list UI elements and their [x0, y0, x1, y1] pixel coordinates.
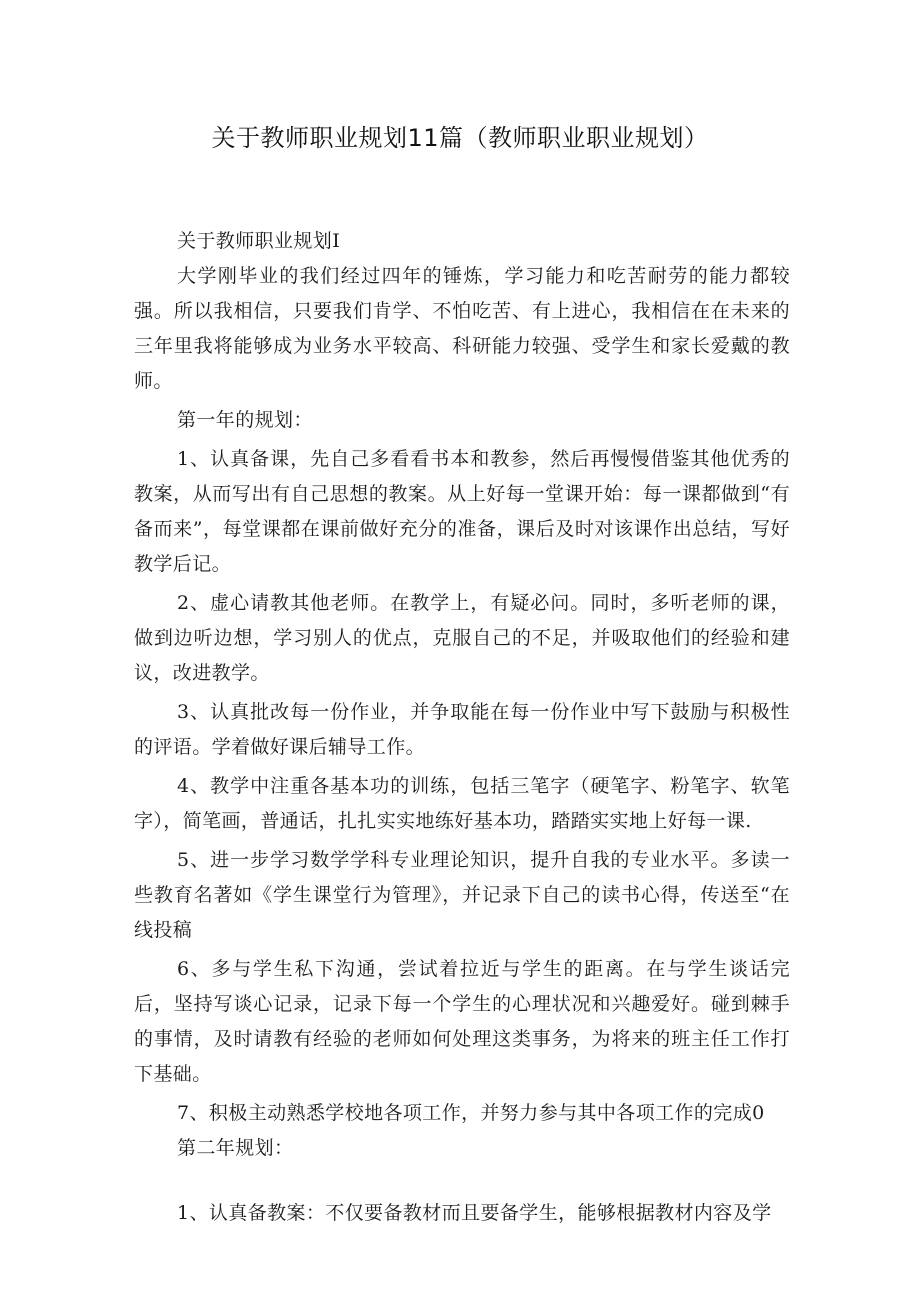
document-title: 关于教师职业规划11篇（教师职业职业规划）: [211, 124, 709, 152]
list-item: 1、认真备教案：不仅要备教材而且要备学生，能够根据教材内容及学: [177, 1202, 772, 1224]
document-body: [134, 224, 790, 1231]
list-item: 2、虚心请教其他老师。在教学上，有疑必问。同时，多听老师的课，做到边听边想，学习别人的优点，克服自己的不足，并吸取他们的经验和建议，改进教学。: [134, 592, 790, 684]
list-item: 3、认真批改每一份作业，并争取能在每一份作业中写下鼓励与积极性的评语。学着做好课后辅导工作。: [134, 701, 790, 758]
section-heading: 关于教师职业规划I: [177, 230, 341, 252]
second-year-heading: 第二年规划：: [177, 1137, 294, 1159]
list-item: 5、进一步学习数学学科专业理论知识，提升自我的专业水平。多读一些教育名著如《学生课堂行为管理》，并记录下自己的读书心得，传送至“在线投稿: [134, 849, 790, 941]
list-item: 1、认真备课，先自己多看看书本和教参，然后再慢慢借鉴其他优秀的教案，从而写出有自己思想的教案。从上好每一堂课开始：每一课都做到“有备而来”，每堂课都在课前做好充分的准备，课后及时对该课作出总结，写好教学后记。: [134, 448, 790, 575]
list-item: 7、积极主动熟悉学校地各项工作，并努力参与其中各项工作的完成0: [177, 1102, 765, 1124]
intro-paragraph: 大学刚毕业的我们经过四年的锤炼，学习能力和吃苦耐劳的能力都较强。所以我相信，只要我们肯学、不怕吃苦、有上进心，我相信在在未来的三年里我将能够成为业务水平较高、科研能力较强、受学生和家长爱戴的教师。: [134, 265, 790, 392]
first-year-heading: 第一年的规划：: [177, 409, 313, 431]
list-item: 6、多与学生私下沟通，尝试着拉近与学生的距离。在与学生谈话完后，坚持写谈心记录，记录下每一个学生的心理状况和兴趣爱好。碰到棘手的事情，及时请教有经验的老师如何处理这类事务，为将来的班主任工作打下基础。: [134, 958, 790, 1085]
list-item: 4、教学中注重各基本功的训练，包括三笔字（硬笔字、粉笔字、软笔字），简笔画，普通话，扎扎实实地练好基本功，踏踏实实地上好每一课.: [134, 775, 790, 832]
